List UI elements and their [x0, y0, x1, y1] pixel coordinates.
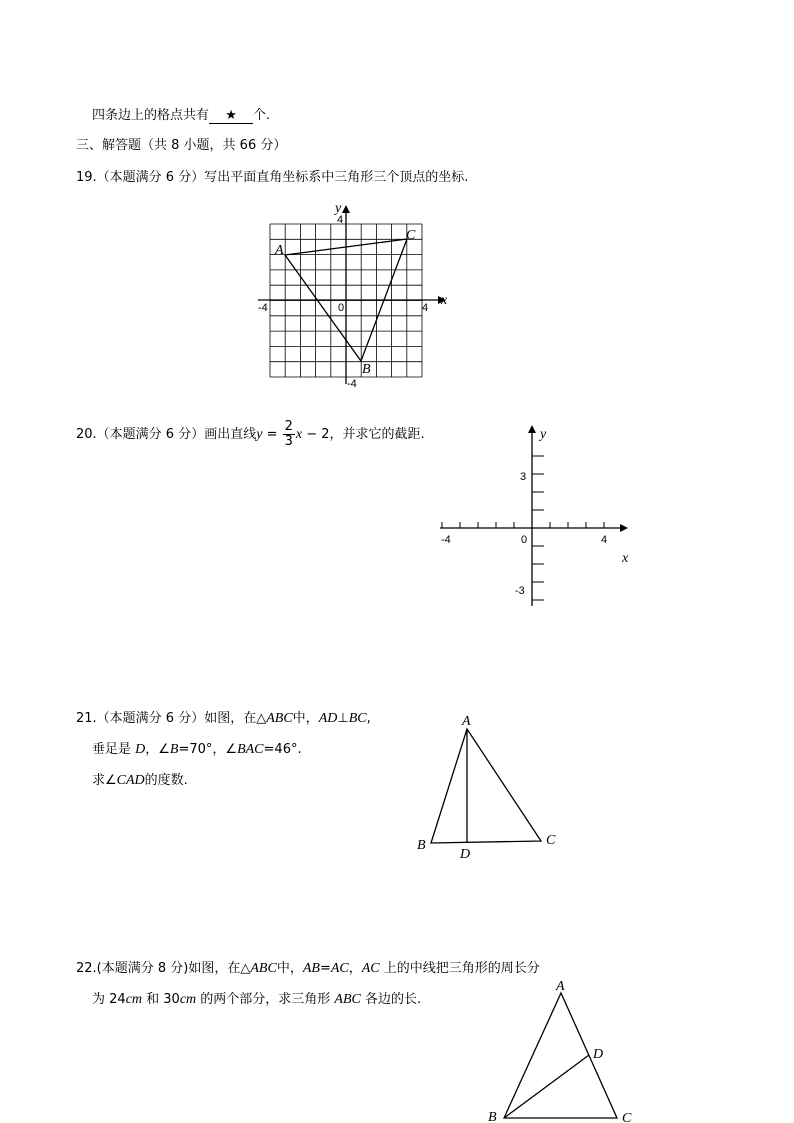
- vertex-d: D: [593, 1047, 604, 1062]
- vertex-b: B: [362, 362, 371, 377]
- var-y: y: [256, 427, 263, 442]
- q22-ab: AB: [302, 961, 320, 976]
- unit-cm-1: cm: [125, 992, 143, 1007]
- tick-minus3: -3: [515, 585, 525, 597]
- perp-symbol: ⊥: [337, 711, 349, 726]
- section-title: 三、解答题（共 8 小题，共 66 分）: [76, 138, 287, 153]
- q21-text-b: 中，: [292, 711, 319, 726]
- q22-l2c: 的两个部分，求三角形: [196, 992, 335, 1007]
- vertex-d: D: [460, 847, 471, 862]
- denominator: 3: [284, 434, 293, 449]
- q22-text-b: 中，: [276, 961, 303, 976]
- tick-4: 4: [601, 534, 608, 546]
- origin-label: 0: [521, 534, 528, 546]
- tick-minus4: -4: [441, 534, 451, 546]
- q21-l2d: =46°.: [263, 742, 302, 757]
- vertex-b: B: [417, 838, 426, 853]
- q22-abc: ABC: [250, 961, 277, 976]
- fill-in-text: 四条边上的格点共有: [92, 108, 210, 123]
- q22-l2d: 各边的长.: [360, 992, 422, 1007]
- q21-l2b: ，∠: [145, 742, 170, 757]
- vertex-c: C: [546, 833, 556, 848]
- q22-abc2: ABC: [334, 992, 361, 1007]
- minus-two: − 2: [302, 427, 330, 442]
- question-20-end: ，并求它的截距.: [329, 427, 425, 442]
- var-x: x: [295, 427, 303, 442]
- q22-text-d: 上的中线把三角形的周长分: [379, 961, 540, 976]
- vertex-a: A: [275, 243, 284, 258]
- median-bd: [504, 1055, 589, 1118]
- q21-d: D: [135, 742, 146, 757]
- q22-l2b: 和 30: [142, 992, 180, 1007]
- numerator: 2: [284, 419, 293, 434]
- x-axis-label: x: [441, 293, 448, 308]
- tick-bottom: -4: [347, 378, 357, 390]
- origin-label: 0: [338, 302, 345, 314]
- x-axis-label: x: [622, 551, 629, 566]
- tick-right: 4: [422, 302, 429, 314]
- q21-bac: BAC: [237, 742, 264, 757]
- q21-l2c: =70°，∠: [178, 742, 238, 757]
- y-axis-label: y: [335, 201, 342, 216]
- q21-abc: ABC: [266, 711, 293, 726]
- tick-3: 3: [520, 471, 527, 483]
- star-icon: ★: [225, 108, 237, 123]
- q22-comma: ，: [348, 961, 362, 976]
- q22-ac: AC: [330, 961, 349, 976]
- vertex-b: B: [488, 1110, 497, 1123]
- q22-text: 22.(本题满分 8 分)如图，在△: [76, 961, 251, 976]
- q22-ac2: AC: [361, 961, 380, 976]
- q22-l2a: 为 24: [92, 992, 126, 1007]
- q21-text: 21.（本题满分 6 分）如图，在△: [76, 711, 267, 726]
- q21-l2a: 垂足是: [92, 742, 136, 757]
- q21-bc: BC: [348, 711, 367, 726]
- vertex-c: C: [622, 1111, 632, 1123]
- question-19-text: 19.（本题满分 6 分）写出平面直角坐标系中三角形三个顶点的坐标.: [76, 170, 469, 185]
- q21-l3a: 求∠: [92, 773, 117, 788]
- vertex-c: C: [406, 228, 416, 243]
- q21-l3b: 的度数.: [144, 773, 188, 788]
- y-axis-label: y: [540, 427, 547, 442]
- fill-in-text-end: 个.: [253, 108, 271, 123]
- q21-cad: CAD: [116, 773, 145, 788]
- tick-top: 4: [337, 214, 344, 226]
- question-20-text: 20.（本题满分 6 分）画出直线: [76, 427, 257, 442]
- q21-comma: ,: [366, 711, 371, 726]
- vertex-a: A: [556, 979, 565, 994]
- q21-b: B: [169, 742, 179, 757]
- q21-ad: AD: [318, 711, 338, 726]
- vertex-a: A: [462, 714, 471, 729]
- tick-left: -4: [258, 302, 268, 314]
- q22-eq: =: [319, 961, 331, 976]
- unit-cm-2: cm: [179, 992, 197, 1007]
- equals: =: [262, 427, 282, 442]
